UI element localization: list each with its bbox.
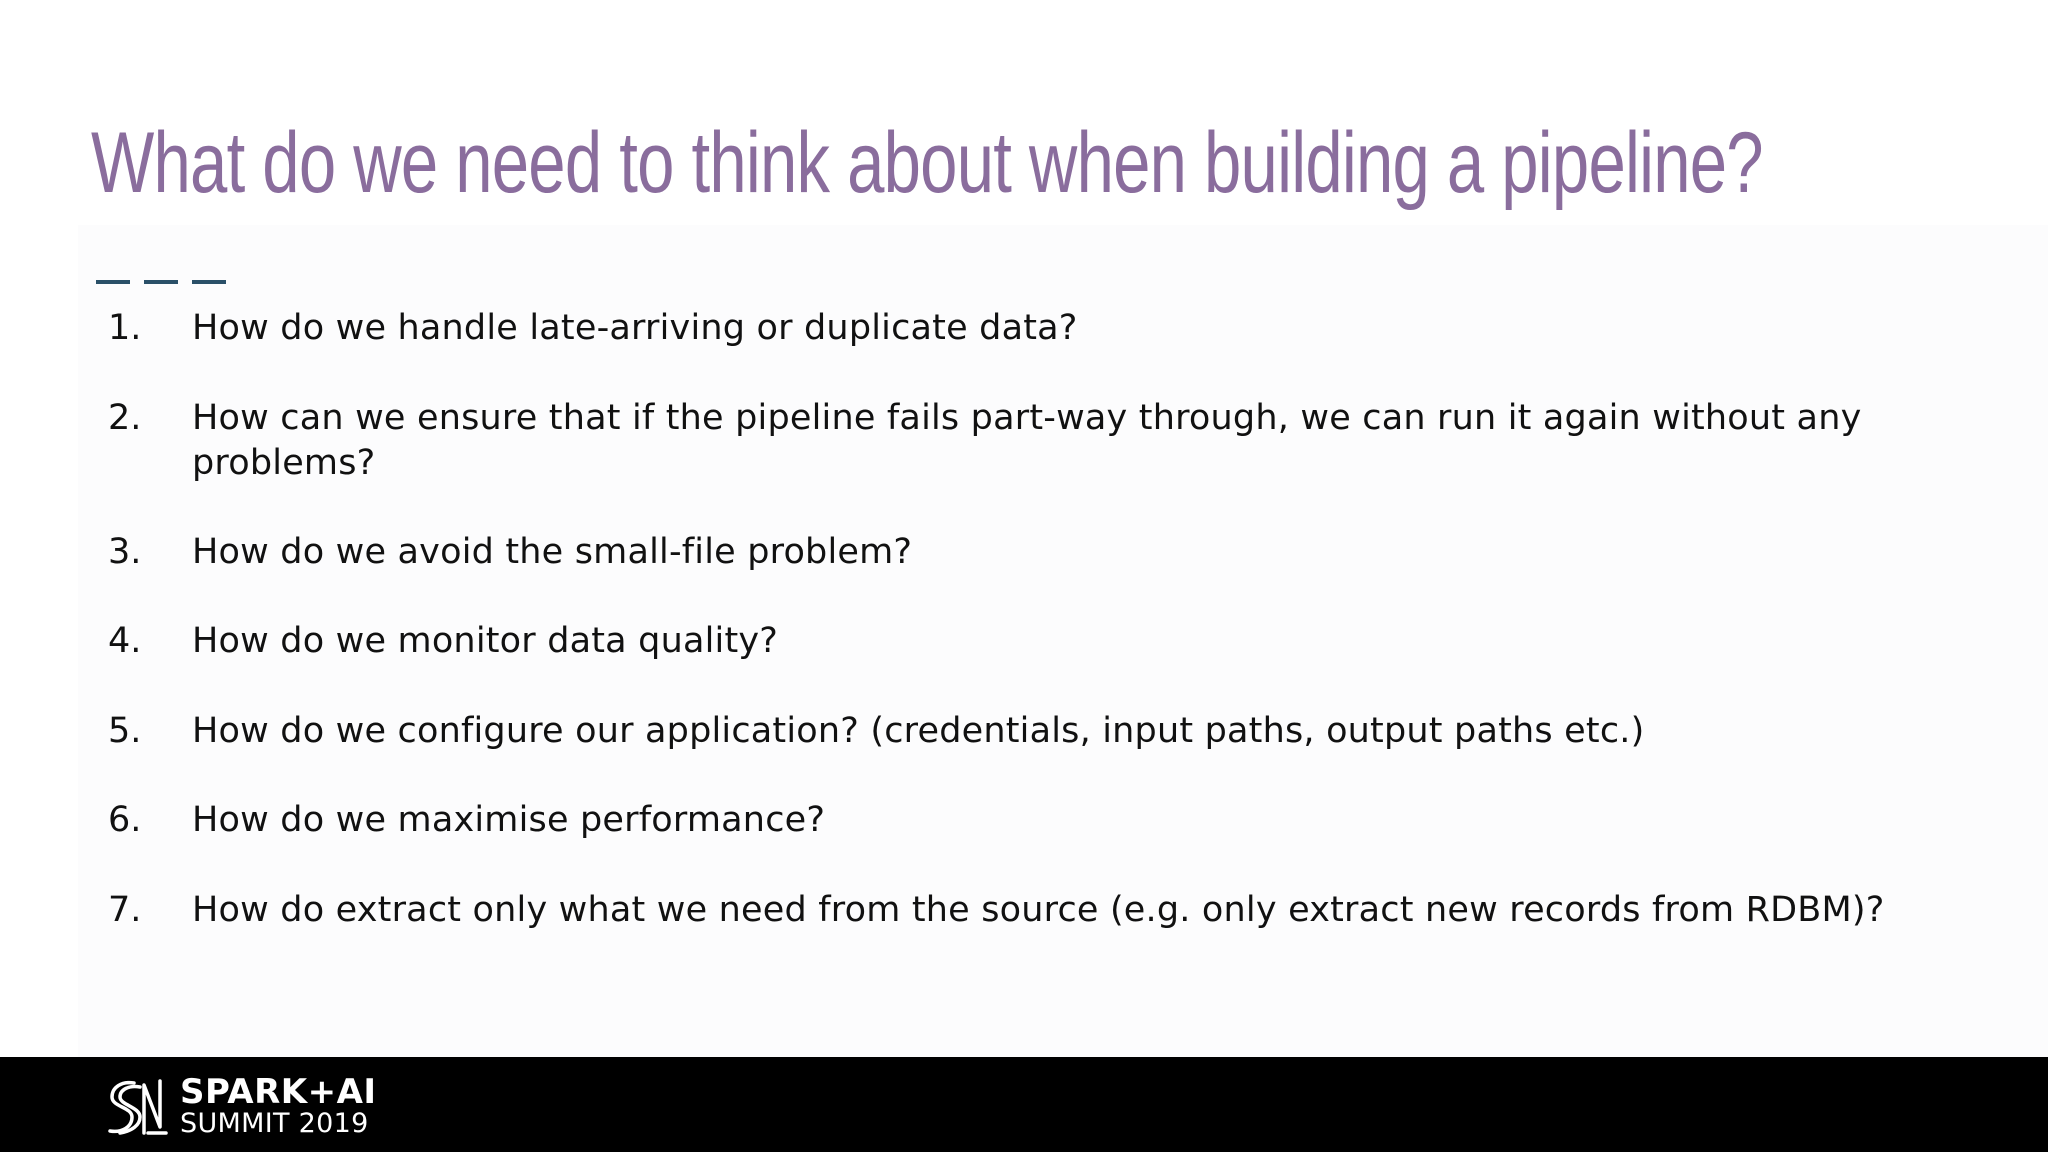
logo-line-2: SUMMIT 2019 (180, 1108, 369, 1139)
list-item-number: 2. (108, 398, 142, 438)
list-item-text: How do we monitor data quality? (192, 621, 779, 661)
logo-wordmark (180, 1072, 377, 1139)
list-item-text: How do we avoid the small-file problem? (192, 532, 913, 572)
divider-dash (96, 280, 130, 284)
list-item-number: 7. (108, 890, 142, 930)
spark-summit-logo-icon (104, 1077, 172, 1137)
divider-dash (144, 280, 178, 284)
list-item-number: 6. (108, 800, 142, 840)
list-item-number: 1. (108, 308, 142, 348)
list-item-number: 3. (108, 532, 142, 572)
list-item-text: How do extract only what we need from the source (e.g. only extract new records from RDBM)? (192, 890, 1885, 930)
list-item-number: 4. (108, 621, 142, 661)
divider-dash (192, 280, 226, 284)
list-item-text: How can we ensure that if the pipeline fails part-way through, we can run it again without any problems? (192, 398, 1862, 483)
list-item-text: How do we maximise performance? (192, 800, 826, 840)
spark-ai-summit-logo (104, 1072, 377, 1139)
list-item-text: How do we configure our application? (credentials, input paths, output paths etc.) (192, 711, 1645, 751)
title-divider (96, 280, 226, 284)
list-item-text: How do we handle late-arriving or duplicate data? (192, 308, 1078, 348)
logo-line-1: SPARK+AI (180, 1072, 377, 1112)
list-item-number: 5. (108, 711, 142, 751)
slide-title: What do we need to think about when building a pipeline? (91, 115, 1763, 211)
